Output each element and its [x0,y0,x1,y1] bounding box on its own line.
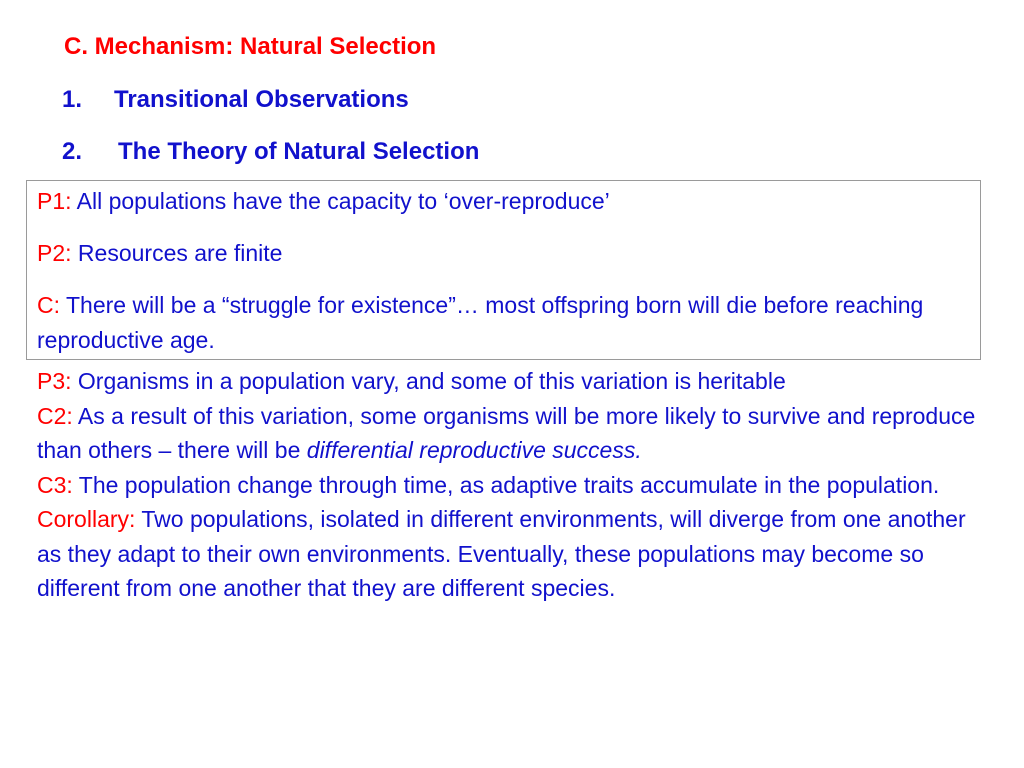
corollary-text: Two populations, isolated in different environments, will diverge from one another as they adapt to their own environments. Eventually, these populations may become so different from one another that they are different species. [37,506,966,601]
conclusion-c2 [37,399,982,468]
conclusion-c2-emphasis: differential reproductive success. [306,437,642,463]
outline-item-2-text: The Theory of Natural Selection [118,138,480,165]
conclusion-c3 [37,468,982,503]
corollary [37,502,982,606]
conclusion-c2-label: C2: [37,402,73,429]
premise-p2 [37,236,970,271]
conclusion-c3-label: C3: [37,471,73,498]
premise-p1-text: All populations have the capacity to ‘over-reproduce’ [71,188,610,214]
conclusion-c-label: C: [37,292,60,318]
outline-item-2 [62,135,479,169]
conclusion-c [37,288,970,358]
premise-p1-label: P1: [37,188,72,214]
premise-p3-text: Organisms in a population vary, and some of this variation is heritable [71,368,786,394]
premise-p1 [37,184,970,219]
corollary-label: Corollary: [37,506,136,532]
conclusion-c-text: There will be a “struggle for existence”… most offspring born will die before reaching reproductive age. [37,292,924,353]
premises-box [26,180,981,360]
outline-item-1-text: Transitional Observations [114,86,409,113]
outline-item-2-number: 2. [62,138,83,165]
section-heading: C. Mechanism: Natural Selection [64,33,437,60]
premise-p3 [37,364,982,399]
conclusion-c3-text: The population change through time, as adaptive traits accumulate in the population. [72,471,940,498]
conclusion-c2-text: As a result of this variation, some organisms will be more likely to survive and reproduce than others – there will be [37,402,976,463]
outline-item-1 [62,83,409,117]
outline-item-1-number: 1. [62,86,83,113]
premise-p3-label: P3: [37,368,72,394]
premise-p2-label: P2: [37,240,72,266]
premise-p2-text: Resources are finite [71,240,283,266]
points-list [37,364,982,606]
